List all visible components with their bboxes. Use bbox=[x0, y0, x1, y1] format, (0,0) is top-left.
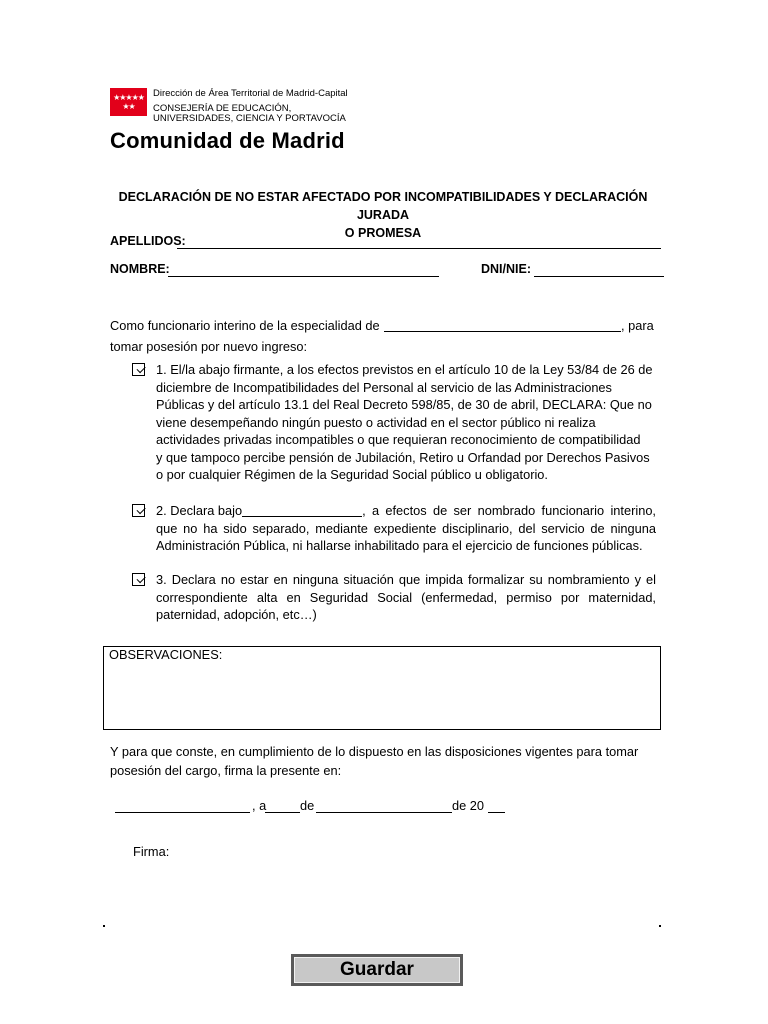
item3-line: paternidad, adopción, etc…) bbox=[156, 607, 317, 622]
closing-line1: Y para que conste, en cumplimiento de lo dispuesto en las disposiciones vigentes para tomar bbox=[110, 744, 639, 759]
closing-line2: posesión del cargo, firma la presente en: bbox=[110, 763, 342, 778]
day-field[interactable] bbox=[265, 798, 300, 813]
consejeria-line1: CONSEJERÍA DE EDUCACIÓN, bbox=[153, 103, 292, 114]
title-line1: DECLARACIÓN DE NO ESTAR AFECTADO POR INCOMPATIBILIDADES Y DECLARACIÓN JURADA bbox=[118, 190, 648, 222]
nombre-field[interactable] bbox=[168, 262, 439, 277]
guardar-button[interactable] bbox=[291, 954, 463, 986]
dni-label: DNI/NIE: bbox=[481, 262, 531, 276]
org-name: Comunidad de Madrid bbox=[110, 128, 345, 153]
date-de2: de 20 bbox=[452, 798, 485, 813]
apellidos-field[interactable] bbox=[177, 234, 661, 249]
item2-checkbox[interactable] bbox=[132, 504, 145, 517]
item1-line: diciembre de Incompatibilidades del Personal al servicio de las Administraciones bbox=[156, 379, 612, 395]
guardar-button-label[interactable]: Guardar bbox=[294, 957, 460, 983]
date-de1: de bbox=[300, 798, 315, 813]
corner-mark-right bbox=[659, 925, 661, 927]
month-field[interactable] bbox=[316, 798, 452, 813]
declara-bajo-field[interactable] bbox=[242, 503, 362, 517]
especialidad-field[interactable] bbox=[384, 317, 621, 332]
madrid-flag-logo bbox=[110, 88, 147, 116]
area-territorial-line: Dirección de Área Territorial de Madrid-Capital bbox=[153, 88, 348, 99]
item2-line: que no ha sido separado, mediante expediente disciplinario, del servicio de ninguna bbox=[156, 520, 656, 536]
consejeria-line2: UNIVERSIDADES, CIENCIA Y PORTAVOCÍA bbox=[153, 113, 346, 124]
apellidos-label: APELLIDOS: bbox=[110, 234, 186, 248]
item1-line: actividades privadas incompatibles o que requieran reconocimiento de compatibilidad bbox=[156, 432, 641, 447]
item1-checkbox[interactable] bbox=[132, 363, 145, 376]
nombre-label: NOMBRE: bbox=[110, 262, 170, 276]
item3-checkbox[interactable] bbox=[132, 573, 145, 586]
item2-line: Administración Pública, ni hallarse inhabilitado para el ejercicio de funciones públicas. bbox=[156, 538, 643, 553]
item3-line: correspondiente alta en Seguridad Social (enfermedad, permiso por maternidad, bbox=[156, 589, 656, 605]
item1-line: viene desempeñando ningún puesto o actividad en el sector público ni realiza bbox=[156, 414, 596, 430]
item3-text bbox=[156, 571, 656, 624]
corner-mark-left bbox=[103, 925, 105, 927]
observaciones-label: OBSERVACIONES: bbox=[109, 647, 223, 662]
dni-field[interactable] bbox=[534, 262, 664, 277]
item1-line: 1. El/la abajo firmante, a los efectos previstos en el artículo 10 de la Ley 53/84 de 26 de bbox=[156, 362, 653, 377]
item3-line: 3. Declara no estar en ninguna situación que impida formalizar su nombramiento y el bbox=[156, 572, 656, 587]
item2-text bbox=[156, 502, 656, 555]
title-line2: O PROMESA bbox=[344, 226, 422, 240]
year-field[interactable] bbox=[488, 798, 505, 813]
intro-text-a: Como funcionario interino de la especialidad de bbox=[110, 318, 380, 333]
intro-line2: tomar posesión por nuevo ingreso: bbox=[110, 339, 308, 354]
place-field[interactable] bbox=[115, 798, 250, 813]
item1-line: o por cualquier Régimen de la Seguridad Social público u obligatorio. bbox=[156, 467, 548, 482]
item2-first-line bbox=[156, 502, 656, 520]
item1-line: y que tampoco percibe pensión de Jubilación, Retiro u Orfandad por Derechos Pasivos bbox=[156, 449, 650, 465]
item1-line: Públicas y del artículo 13.1 del Real Decreto 598/85, de 30 de abril, DECLARA: Que no bbox=[156, 397, 652, 412]
item2-line1-b: , a efectos de ser nombrado funcionario interino, bbox=[362, 503, 656, 518]
item1-text bbox=[156, 361, 656, 484]
intro-text-b: , para bbox=[621, 318, 654, 333]
date-comma-a: , a bbox=[252, 798, 267, 813]
flag-stars: ★★★★★★★ bbox=[113, 93, 144, 111]
firma-label: Firma: bbox=[133, 844, 170, 859]
item2-line1-a: 2. Declara bajo bbox=[156, 503, 243, 518]
